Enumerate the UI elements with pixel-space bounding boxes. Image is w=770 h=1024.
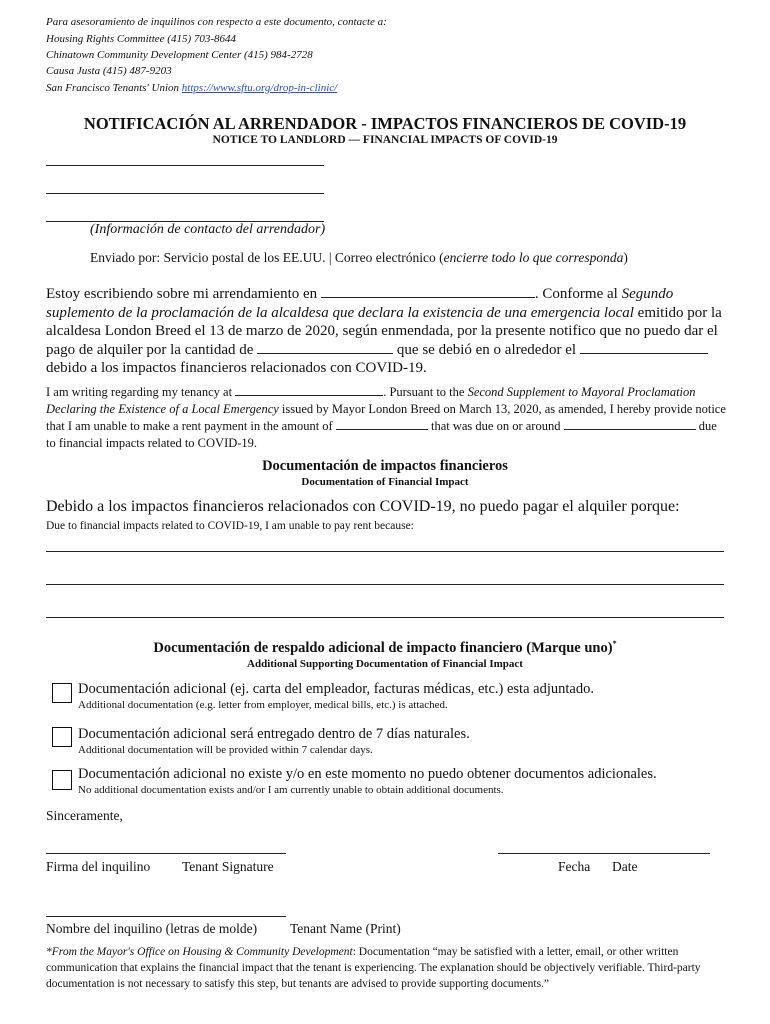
contact-line: Causa Justa (415) 487-9203 — [46, 65, 172, 77]
signature-label-en: Tenant Signature — [182, 859, 274, 874]
title-en: NOTICE TO LANDLORD — FINANCIAL IMPACTS OF COVID-19 — [212, 134, 558, 146]
proclamation-title-en: Second Supplement to Mayoral Proclamation Declaring the Existence of a Local Emergency — [46, 385, 696, 416]
reason-line[interactable] — [46, 584, 724, 585]
date-label-en: Date — [612, 859, 638, 874]
sent-by-suffix: ) — [623, 250, 628, 265]
reason-en: Due to financial impacts related to COVID-19, I am unable to pay rent because: — [46, 520, 414, 532]
footnote-mark: * — [612, 639, 617, 648]
tenant-name-line[interactable] — [46, 916, 286, 917]
due-date-blank[interactable] — [580, 341, 708, 354]
contact-line-union — [46, 80, 337, 96]
amount-blank[interactable] — [257, 341, 393, 354]
body-en-text: issued by Mayor London Breed on March 13, 2020, as amended, I hereby provide notice that I am unable to make a rent payment in the amount of — [46, 402, 726, 433]
option-3-checkbox[interactable] — [52, 770, 72, 790]
supporting-heading-en: Additional Supporting Documentation of Financial Impact — [247, 658, 523, 670]
body-en-text: that was due on or around — [427, 419, 564, 433]
date-label-es: Fecha — [558, 859, 591, 874]
financial-heading-en: Documentation of Financial Impact — [301, 476, 469, 488]
tenant-name-label-es: Nombre del inquilino (letras de molde) — [46, 921, 258, 936]
contact-line: Housing Rights Committee (415) 703-8644 — [46, 33, 237, 45]
body-es-text: Estoy escribiendo sobre mi arrendamiento en — [46, 286, 321, 302]
body-en-text: . Pursuant to the — [383, 385, 468, 399]
union-label: San Francisco Tenants' Union — [46, 82, 182, 94]
amount-blank-en[interactable] — [336, 419, 428, 430]
reason-line[interactable] — [46, 551, 724, 552]
landlord-address-line[interactable] — [46, 165, 324, 166]
signature-line[interactable] — [46, 853, 286, 854]
contacts-intro: Para asesoramiento de inquilinos con respecto a este documento, contacte a: — [46, 16, 387, 28]
body-en — [46, 384, 728, 452]
union-link[interactable]: https://www.sftu.org/drop-in-clinic/ — [181, 82, 338, 94]
body-en-text: I am writing regarding my tenancy at — [46, 385, 236, 399]
option-2-label-en: Additional documentation will be provided within 7 calendar days. — [78, 744, 373, 756]
body-es — [46, 285, 726, 378]
reason-es: Debido a los impactos financieros relacionados con COVID-19, no puedo pagar el alquiler porque: — [46, 498, 680, 515]
footnote — [46, 944, 726, 992]
option-3-label-es: Documentación adicional no existe y/o en este momento no puedo obtener documentos adicionales. — [78, 766, 657, 782]
body-es-text: debido a los impactos financieros relacionados con COVID-19. — [46, 360, 427, 376]
landlord-address-line[interactable] — [46, 193, 324, 194]
proclamation-title-es: Segundo suplemento de la proclamación de la alcaldesa que declara la existencia de una emergencia local — [46, 286, 674, 321]
title-es: NOTIFICACIÓN AL ARRENDADOR - IMPACTOS FINANCIEROS DE COVID-19 — [83, 114, 687, 133]
footnote-source: *From the Mayor's Office on Housing & Community Development — [46, 946, 353, 958]
body-es-text: . Conforme al — [534, 286, 622, 302]
sincerely: Sinceramente, — [46, 808, 123, 823]
contact-line: Chinatown Community Development Center (415) 984-2728 — [46, 49, 313, 61]
body-es-text: emitido por la alcaldesa London Breed el 13 de marzo de 2020, según enmendada, por la presente notifico que no puedo dar el pago de alquiler por la cantidad de — [46, 304, 722, 358]
financial-heading-es: Documentación de impactos financieros — [262, 458, 508, 474]
sent-by-note: encierre todo lo que corresponda — [443, 250, 624, 265]
address-blank[interactable] — [321, 285, 535, 298]
supporting-heading-es-text: Documentación de respaldo adicional de impacto financiero (Marque uno) — [153, 639, 613, 656]
sent-by — [90, 250, 628, 266]
body-en-text: due to financial impacts related to COVID-19. — [46, 419, 717, 450]
supporting-heading-es — [0, 639, 770, 657]
option-2-label-es: Documentación adicional será entregado dentro de 7 días naturales. — [78, 726, 470, 742]
footnote-text: : Documentation “may be satisfied with a letter, email, or other written communication that explains the financial impact that the tenant is experiencing. The explanation should be objectively verifiable. Third-party documentation is not necessary to satisfy this step, but tenants are advised to provide supporting documents.” — [46, 946, 701, 990]
option-2-checkbox[interactable] — [52, 727, 72, 747]
date-line[interactable] — [498, 853, 710, 854]
option-1-label-es: Documentación adicional (ej. carta del empleador, facturas médicas, etc.) esta adjuntado. — [78, 681, 594, 697]
option-1-checkbox[interactable] — [52, 683, 72, 703]
reason-line[interactable] — [46, 617, 724, 618]
option-3-label-en: No additional documentation exists and/or I am currently unable to obtain additional documents. — [78, 784, 504, 796]
landlord-caption: (Información de contacto del arrendador) — [90, 222, 326, 237]
option-1-label-en: Additional documentation (e.g. letter from employer, medical bills, etc.) is attached. — [78, 699, 448, 711]
sent-by-prefix: Enviado por: Servicio postal de los EE.UU. | Correo electrónico ( — [90, 250, 444, 265]
due-date-blank-en[interactable] — [564, 419, 696, 430]
tenant-name-label-en: Tenant Name (Print) — [290, 921, 401, 936]
address-blank-en[interactable] — [235, 385, 383, 396]
signature-label-es: Firma del inquilino — [46, 859, 151, 874]
body-es-text: que se debió en o alrededor el — [393, 341, 580, 358]
